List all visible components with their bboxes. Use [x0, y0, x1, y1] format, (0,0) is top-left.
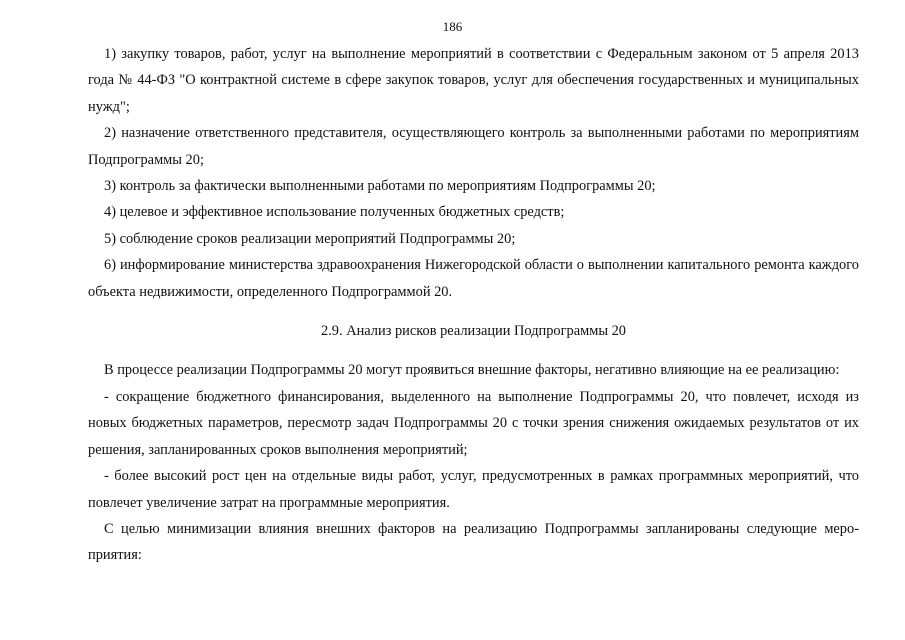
paragraph-responsible-representative: 2) назначение ответственного представителя, осуществляющего контроль за выполненными работами по мероприятиям Подпрограммы 20;	[88, 125, 859, 168]
paragraph-price-growth: - более высокий рост цен на отдельные виды работ, услуг, предусмотренных в рамках программных мероприятий, что повлечет увеличение затрат на программные мероприятия.	[88, 468, 859, 511]
paragraph-budget-reduction: - сокращение бюджетного финансирования, выделенного на выполнение Подпрограммы 20, что повлечет, исходя из новых бюджетных параметров, пересмотр задач Подпрограммы 20 с точки зрения снижения ожидаемых результатов от их решения, запланированных сроков выполнения мероприятий;	[88, 388, 859, 458]
section-heading: 2.9. Анализ рисков реализации Подпрограммы 20	[321, 323, 626, 340]
paragraph-procurement: 1) закупку товаров, работ, услуг на выполнение мероприятий в соответствии с Федеральным законом от 5 апреля 2013 года № 44-ФЗ "О контрактной системе в сфере закупок товаров, услуг для обеспечения государственных и муниципальных нужд";	[88, 46, 859, 115]
paragraph-ministry-informing: 6) информирование министерства здравоохранения Нижегородской области о выполнении капитального ремонта каждого объекта недвижимости, определенного Подпрограммой 20.	[88, 257, 859, 300]
paragraph-work-control: 3) контроль за фактически выполненными работами по мероприятиям Подпрограммы 20;	[104, 178, 656, 195]
page-number: 186	[442, 19, 463, 34]
paragraph-external-factors: В процессе реализации Подпрограммы 20 могут проявиться внешние факторы, негативно влияющие на ее реализацию:	[104, 362, 840, 379]
paragraph-risk-minimization: С целью минимизации влияния внешних факторов на реализацию Подпрограммы запланированы следующие мероприятия:	[88, 520, 859, 564]
paragraph-budget-use: 4) целевое и эффективное использование полученных бюджетных средств;	[104, 204, 565, 221]
paragraph-deadlines: 5) соблюдение сроков реализации мероприятий Подпрограммы 20;	[104, 230, 516, 247]
document-body	[88, 41, 859, 569]
